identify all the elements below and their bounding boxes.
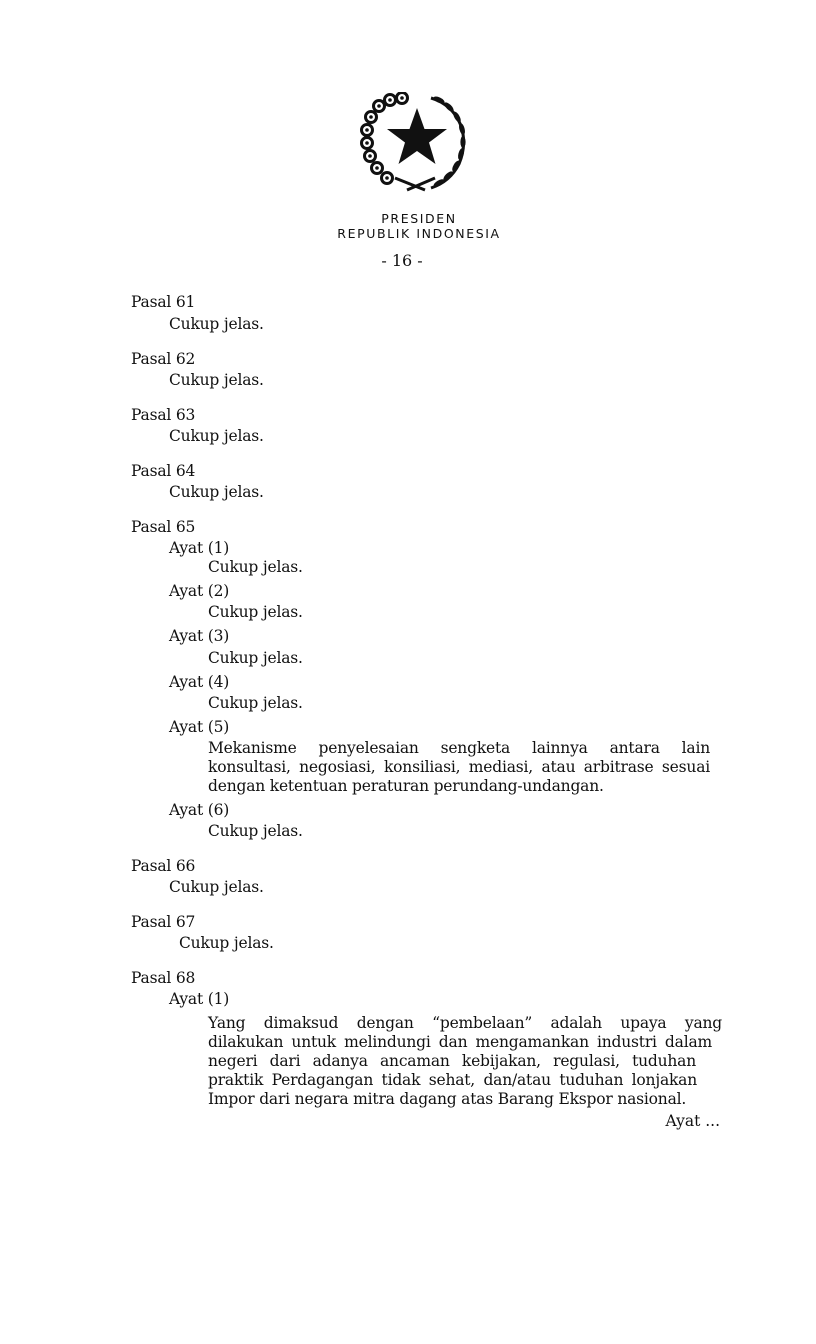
pasal-65-ayat-1-text: Cukup jelas. [208, 558, 303, 576]
pasal-61-heading: Pasal 61 [131, 293, 196, 311]
pasal-65-ayat-4: Ayat (4) [169, 673, 230, 691]
pasal-68-ayat-1-line-4: praktik Perdagangan tidak sehat, dan/atau tuduhan lonjakan [208, 1071, 697, 1089]
header-title-republic: REPUBLIK INDONESIA [337, 226, 501, 241]
pasal-65-ayat-2-text: Cukup jelas. [208, 603, 303, 621]
header-title-president: PRESIDEN [381, 211, 457, 226]
pasal-66-heading: Pasal 66 [131, 857, 196, 875]
page-number: - 16 - [381, 251, 423, 270]
pasal-66-text: Cukup jelas. [169, 878, 264, 896]
pasal-64-text: Cukup jelas. [169, 483, 264, 501]
pasal-65-ayat-5: Ayat (5) [169, 718, 230, 736]
pasal-62-heading: Pasal 62 [131, 350, 196, 368]
presidential-emblem-icon [359, 92, 471, 194]
pasal-63-text: Cukup jelas. [169, 427, 264, 445]
pasal-67-text: Cukup jelas. [179, 934, 274, 952]
pasal-65-ayat-4-text: Cukup jelas. [208, 694, 303, 712]
pasal-68-ayat-1-line-5: Impor dari negara mitra dagang atas Barang Ekspor nasional. [208, 1090, 687, 1108]
pasal-68-ayat-1-line-2: dilakukan untuk melindungi dan mengamankan industri dalam [208, 1033, 712, 1051]
pasal-61-text: Cukup jelas. [169, 315, 264, 333]
pasal-63-heading: Pasal 63 [131, 406, 196, 424]
pasal-68-ayat-1-line-1: Yang dimaksud dengan “pembelaan” adalah upaya yang [208, 1014, 722, 1032]
pasal-62-text: Cukup jelas. [169, 371, 264, 389]
pasal-65-ayat-2: Ayat (2) [169, 582, 230, 600]
pasal-64-heading: Pasal 64 [131, 462, 196, 480]
pasal-68-ayat-1-line-3: negeri dari adanya ancaman kebijakan, regulasi, tuduhan [208, 1052, 696, 1070]
pasal-65-ayat-5-line-3: dengan ketentuan peraturan perundang-undangan. [208, 777, 604, 795]
pasal-65-ayat-3: Ayat (3) [169, 627, 230, 645]
pasal-65-ayat-6: Ayat (6) [169, 801, 230, 819]
pasal-68-ayat-1: Ayat (1) [169, 990, 230, 1008]
pasal-65-ayat-5-line-2: konsultasi, negosiasi, konsiliasi, mediasi, atau arbitrase sesuai [208, 758, 710, 776]
pasal-65-ayat-5-line-1: Mekanisme penyelesaian sengketa lainnya antara lain [208, 739, 710, 757]
pasal-65-heading: Pasal 65 [131, 518, 196, 536]
continuation-marker: Ayat ... [665, 1112, 720, 1130]
pasal-67-heading: Pasal 67 [131, 913, 196, 931]
pasal-65-ayat-1: Ayat (1) [169, 539, 230, 557]
pasal-65-ayat-3-text: Cukup jelas. [208, 649, 303, 667]
pasal-68-heading: Pasal 68 [131, 969, 196, 987]
pasal-65-ayat-6-text: Cukup jelas. [208, 822, 303, 840]
